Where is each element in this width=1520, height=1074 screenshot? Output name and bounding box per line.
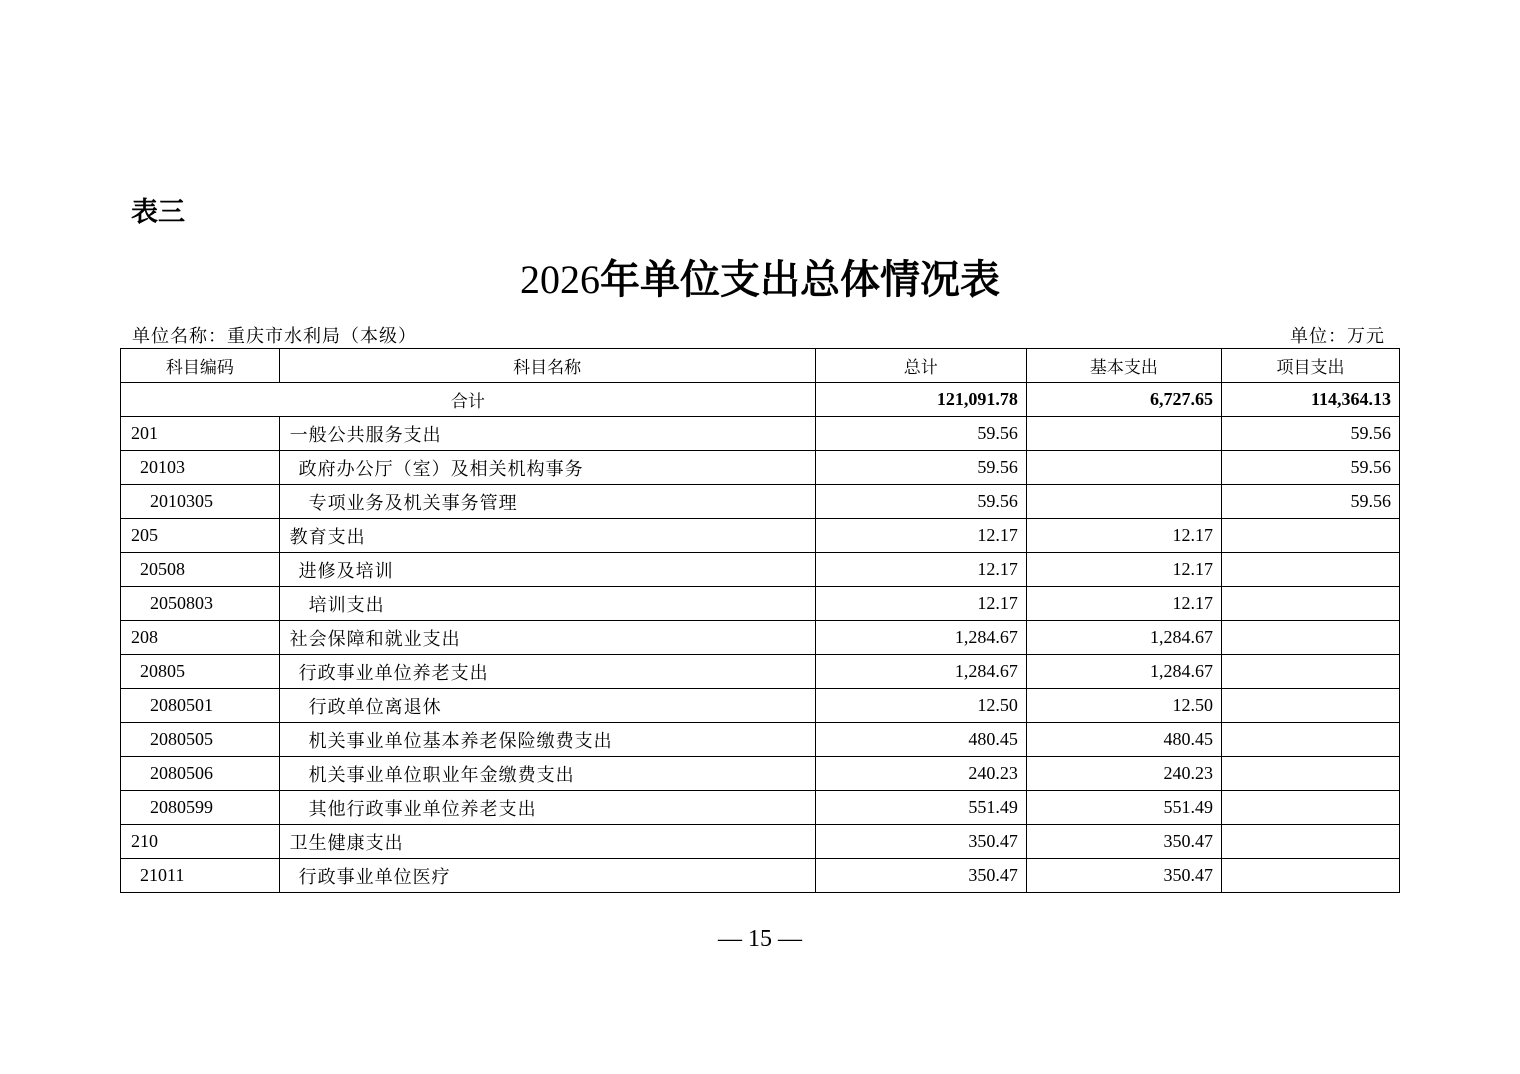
row-code: 20103 bbox=[121, 451, 280, 485]
row-basic bbox=[1026, 485, 1221, 519]
row-project: 59.56 bbox=[1221, 485, 1399, 519]
row-name: 教育支出 bbox=[279, 519, 815, 553]
row-project bbox=[1221, 655, 1399, 689]
header-project: 项目支出 bbox=[1221, 349, 1399, 383]
header-row bbox=[121, 349, 1400, 383]
row-name: 机关事业单位职业年金缴费支出 bbox=[279, 757, 815, 791]
row-name: 进修及培训 bbox=[279, 553, 815, 587]
total-sum: 121,091.78 bbox=[815, 383, 1026, 417]
row-project: 59.56 bbox=[1221, 451, 1399, 485]
row-total: 350.47 bbox=[815, 859, 1026, 893]
row-basic: 12.50 bbox=[1026, 689, 1221, 723]
row-name: 行政事业单位医疗 bbox=[279, 859, 815, 893]
row-basic: 350.47 bbox=[1026, 859, 1221, 893]
table-label: 表三 bbox=[131, 197, 185, 228]
row-code: 210 bbox=[121, 825, 280, 859]
title-year: 2026 bbox=[520, 257, 600, 302]
header-name: 科目名称 bbox=[279, 349, 815, 383]
total-project: 114,364.13 bbox=[1221, 383, 1399, 417]
row-code: 2010305 bbox=[121, 485, 280, 519]
row-total: 59.56 bbox=[815, 485, 1026, 519]
row-total: 59.56 bbox=[815, 451, 1026, 485]
row-code: 2080505 bbox=[121, 723, 280, 757]
row-total: 59.56 bbox=[815, 417, 1026, 451]
total-row bbox=[121, 383, 1400, 417]
unit-name: 单位名称：重庆市水利局（本级） bbox=[132, 326, 417, 347]
row-name: 一般公共服务支出 bbox=[279, 417, 815, 451]
row-basic: 12.17 bbox=[1026, 519, 1221, 553]
row-basic bbox=[1026, 417, 1221, 451]
row-total: 12.17 bbox=[815, 519, 1026, 553]
row-project bbox=[1221, 825, 1399, 859]
row-project bbox=[1221, 621, 1399, 655]
row-total: 551.49 bbox=[815, 791, 1026, 825]
table-row bbox=[121, 723, 1400, 757]
table-row bbox=[121, 587, 1400, 621]
row-basic: 12.17 bbox=[1026, 587, 1221, 621]
row-code: 205 bbox=[121, 519, 280, 553]
row-name: 机关事业单位基本养老保险缴费支出 bbox=[279, 723, 815, 757]
row-project bbox=[1221, 791, 1399, 825]
row-total: 480.45 bbox=[815, 723, 1026, 757]
table-row bbox=[121, 825, 1400, 859]
table-row bbox=[121, 451, 1400, 485]
row-name: 政府办公厅（室）及相关机构事务 bbox=[279, 451, 815, 485]
row-basic: 12.17 bbox=[1026, 553, 1221, 587]
table-row bbox=[121, 655, 1400, 689]
row-project bbox=[1221, 519, 1399, 553]
row-total: 12.17 bbox=[815, 553, 1026, 587]
row-name: 卫生健康支出 bbox=[279, 825, 815, 859]
row-code: 201 bbox=[121, 417, 280, 451]
header-basic: 基本支出 bbox=[1026, 349, 1221, 383]
row-project bbox=[1221, 723, 1399, 757]
row-code: 2080599 bbox=[121, 791, 280, 825]
table-row bbox=[121, 791, 1400, 825]
table-row bbox=[121, 485, 1400, 519]
row-basic: 551.49 bbox=[1026, 791, 1221, 825]
row-name: 其他行政事业单位养老支出 bbox=[279, 791, 815, 825]
table-row bbox=[121, 689, 1400, 723]
row-project bbox=[1221, 859, 1399, 893]
table-row bbox=[121, 417, 1400, 451]
row-code: 208 bbox=[121, 621, 280, 655]
table-row bbox=[121, 621, 1400, 655]
row-total: 1,284.67 bbox=[815, 655, 1026, 689]
row-total: 12.50 bbox=[815, 689, 1026, 723]
table-row bbox=[121, 553, 1400, 587]
title-text: 年单位支出总体情况表 bbox=[600, 257, 1000, 302]
row-name: 专项业务及机关事务管理 bbox=[279, 485, 815, 519]
row-basic: 480.45 bbox=[1026, 723, 1221, 757]
row-code: 21011 bbox=[121, 859, 280, 893]
page-title bbox=[0, 248, 1520, 305]
row-basic: 1,284.67 bbox=[1026, 621, 1221, 655]
header-code: 科目编码 bbox=[121, 349, 280, 383]
expenditure-table bbox=[120, 348, 1400, 893]
row-code: 2080506 bbox=[121, 757, 280, 791]
row-name: 培训支出 bbox=[279, 587, 815, 621]
total-label: 合计 bbox=[121, 383, 816, 417]
row-basic bbox=[1026, 451, 1221, 485]
total-basic: 6,727.65 bbox=[1026, 383, 1221, 417]
row-total: 240.23 bbox=[815, 757, 1026, 791]
row-code: 2080501 bbox=[121, 689, 280, 723]
row-total: 1,284.67 bbox=[815, 621, 1026, 655]
row-total: 12.17 bbox=[815, 587, 1026, 621]
table-row bbox=[121, 757, 1400, 791]
row-basic: 350.47 bbox=[1026, 825, 1221, 859]
row-basic: 240.23 bbox=[1026, 757, 1221, 791]
row-name: 行政单位离退休 bbox=[279, 689, 815, 723]
row-name: 社会保障和就业支出 bbox=[279, 621, 815, 655]
row-basic: 1,284.67 bbox=[1026, 655, 1221, 689]
row-project bbox=[1221, 689, 1399, 723]
row-project: 59.56 bbox=[1221, 417, 1399, 451]
row-project bbox=[1221, 757, 1399, 791]
header-total: 总计 bbox=[815, 349, 1026, 383]
row-code: 20805 bbox=[121, 655, 280, 689]
row-project bbox=[1221, 587, 1399, 621]
row-total: 350.47 bbox=[815, 825, 1026, 859]
row-name: 行政事业单位养老支出 bbox=[279, 655, 815, 689]
unit-label: 单位：万元 bbox=[1290, 326, 1385, 347]
row-code: 2050803 bbox=[121, 587, 280, 621]
row-code: 20508 bbox=[121, 553, 280, 587]
table-row bbox=[121, 859, 1400, 893]
row-project bbox=[1221, 553, 1399, 587]
page-number: — 15 — bbox=[718, 926, 802, 952]
table-row bbox=[121, 519, 1400, 553]
